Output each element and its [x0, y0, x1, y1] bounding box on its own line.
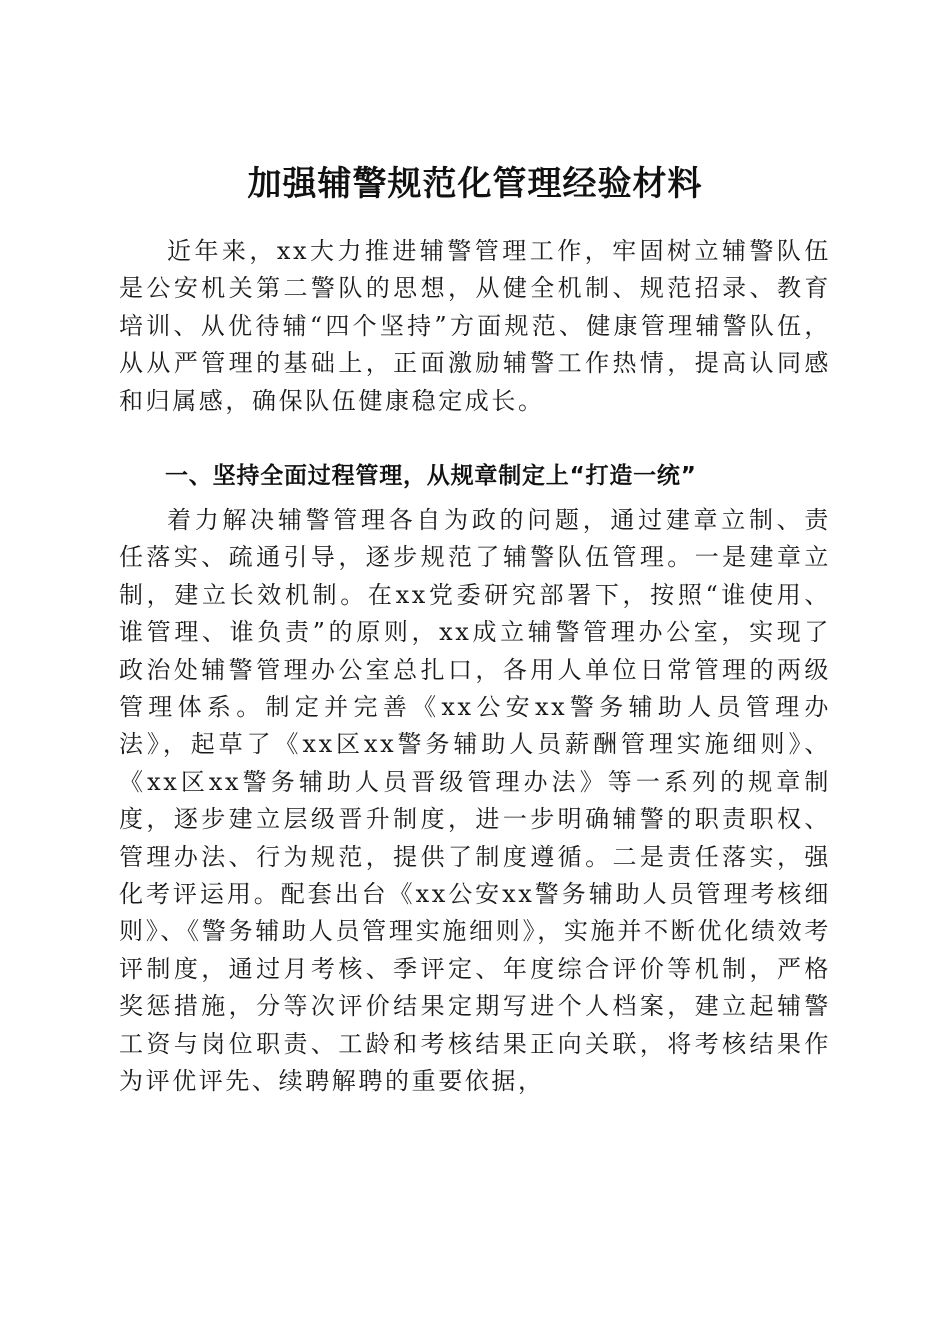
intro-paragraph: 近年来，xx大力推进辅警管理工作，牢固树立辅警队伍是公安机关第二警队的思想，从健全机制、规范招录、教育培训、从优待辅“四个坚持”方面规范、健康管理辅警队伍，从从严管理的基础上，正面激励辅警工作热情，提高认同感和归属感，确保队伍健康稳定成长。	[119, 237, 831, 415]
document-title: 加强辅警规范化管理经验材料	[247, 163, 703, 204]
section-paragraph: 着力解决辅警管理各自为政的问题，通过建章立制、责任落实、疏通引导，逐步规范了辅警队伍管理。一是建章立制，建立长效机制。在xx党委研究部署下，按照“谁使用、谁管理、谁负责”的原则，xx成立辅警管理办公室，实现了政治处辅警管理办公室总扎口，各用人单位日常管理的两级管理体系。制定并完善《xx公安xx警务辅助人员管理办法》，起草了《xx区xx警务辅助人员薪酬管理实施细则》、《xx区xx警务辅助人员晋级管理办法》等一系列的规章制度，逐步建立层级晋升制度，进一步明确辅警的职责职权、管理办法、行为规范，提供了制度遵循。二是责任落实，强化考评运用。配套出台《xx公安xx警务辅助人员管理考核细则》、《警务辅助人员管理实施细则》，实施并不断优化绩效考评制度，通过月考核、季评定、年度综合评价等机制，严格奖惩措施，分等次评价结果定期写进个人档案，建立起辅警工资与岗位职责、工龄和考核结果正向关联，将考核结果作为评优评先、续聘解聘的重要依据，	[119, 506, 831, 1096]
section-heading: 一、坚持全面过程管理，从规章制定上“打造一统”	[165, 463, 697, 489]
